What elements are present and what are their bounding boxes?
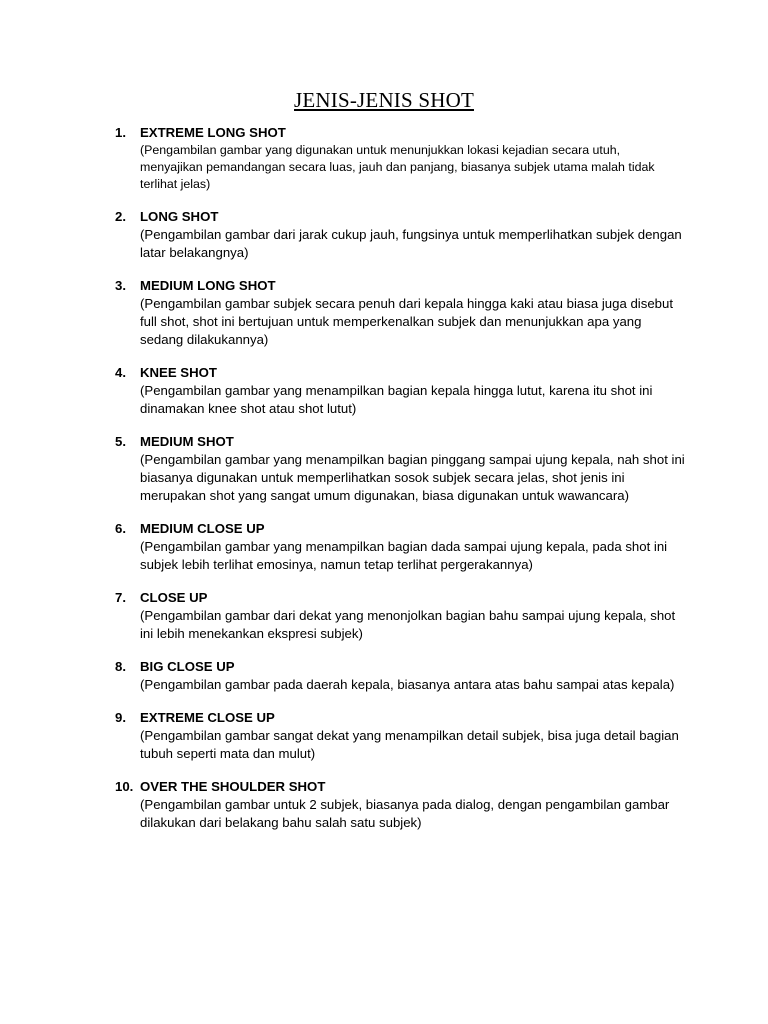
item-number: 5. (115, 434, 126, 449)
shot-types-list (115, 124, 685, 847)
item-description: (Pengambilan gambar sangat dekat yang menampilkan detail subjek, bisa juga detail bagian tubuh seperti mata dan mulut) (140, 728, 679, 761)
item-heading: KNEE SHOT (140, 365, 217, 380)
list-item (115, 208, 685, 262)
list-item (115, 589, 685, 643)
list-item (115, 778, 685, 832)
item-number: 6. (115, 521, 126, 536)
item-heading: EXTREME LONG SHOT (140, 125, 286, 140)
item-description: (Pengambilan gambar yang menampilkan bagian pinggang sampai ujung kepala, nah shot ini biasanya digunakan untuk memperlihatkan sosok subjek secara jelas, shot jenis ini merupakan shot yang sangat umum digunakan, biasa digunakan untuk wawancara) (140, 452, 685, 503)
list-item (115, 124, 685, 193)
item-heading: MEDIUM CLOSE UP (140, 521, 265, 536)
item-description: (Pengambilan gambar untuk 2 subjek, biasanya pada dialog, dengan pengambilan gambar dilakukan dari belakang bahu salah satu subjek) (140, 797, 670, 830)
item-description: (Pengambilan gambar subjek secara penuh dari kepala hingga kaki atau biasa juga disebut full shot, shot ini bertujuan untuk memperkenalkan subjek dan menunjukkan apa yang sedang dilakukannya) (140, 296, 673, 347)
list-item (115, 364, 685, 418)
list-item (115, 658, 685, 694)
item-number: 1. (115, 125, 126, 140)
item-heading: MEDIUM SHOT (140, 434, 234, 449)
item-heading: OVER THE SHOULDER SHOT (140, 779, 326, 794)
item-description: (Pengambilan gambar yang digunakan untuk menunjukkan lokasi kejadian secara utuh, menyajikan pemandangan secara luas, jauh dan panjang, biasanya subjek utama malah tidak terlihat jelas) (140, 143, 655, 191)
item-description: (Pengambilan gambar dari dekat yang menonjolkan bagian bahu sampai ujung kepala, shot ini lebih menekankan ekspresi subjek) (140, 608, 676, 641)
list-item (115, 520, 685, 574)
list-item (115, 433, 685, 505)
item-number: 2. (115, 209, 126, 224)
item-description: (Pengambilan gambar dari jarak cukup jauh, fungsinya untuk memperlihatkan subjek dengan latar belakangnya) (140, 227, 682, 260)
document-title: JENIS-JENIS SHOT (294, 88, 474, 112)
item-description: (Pengambilan gambar yang menampilkan bagian dada sampai ujung kepala, pada shot ini subjek lebih terlihat emosinya, namun tetap terlihat pergerakannya) (140, 539, 668, 572)
item-heading: BIG CLOSE UP (140, 659, 235, 674)
item-heading: CLOSE UP (140, 590, 208, 605)
item-description: (Pengambilan gambar pada daerah kepala, biasanya antara atas bahu sampai atas kepala) (140, 677, 675, 692)
item-number: 8. (115, 659, 126, 674)
list-item (115, 277, 685, 349)
item-heading: MEDIUM LONG SHOT (140, 278, 276, 293)
item-heading: LONG SHOT (140, 209, 219, 224)
item-number: 10. (115, 779, 134, 794)
item-number: 3. (115, 278, 126, 293)
list-item (115, 709, 685, 763)
item-number: 4. (115, 365, 126, 380)
item-number: 7. (115, 590, 126, 605)
item-description: (Pengambilan gambar yang menampilkan bagian kepala hingga lutut, karena itu shot ini dinamakan knee shot atau shot lutut) (140, 383, 653, 416)
item-number: 9. (115, 710, 126, 725)
item-heading: EXTREME CLOSE UP (140, 710, 275, 725)
